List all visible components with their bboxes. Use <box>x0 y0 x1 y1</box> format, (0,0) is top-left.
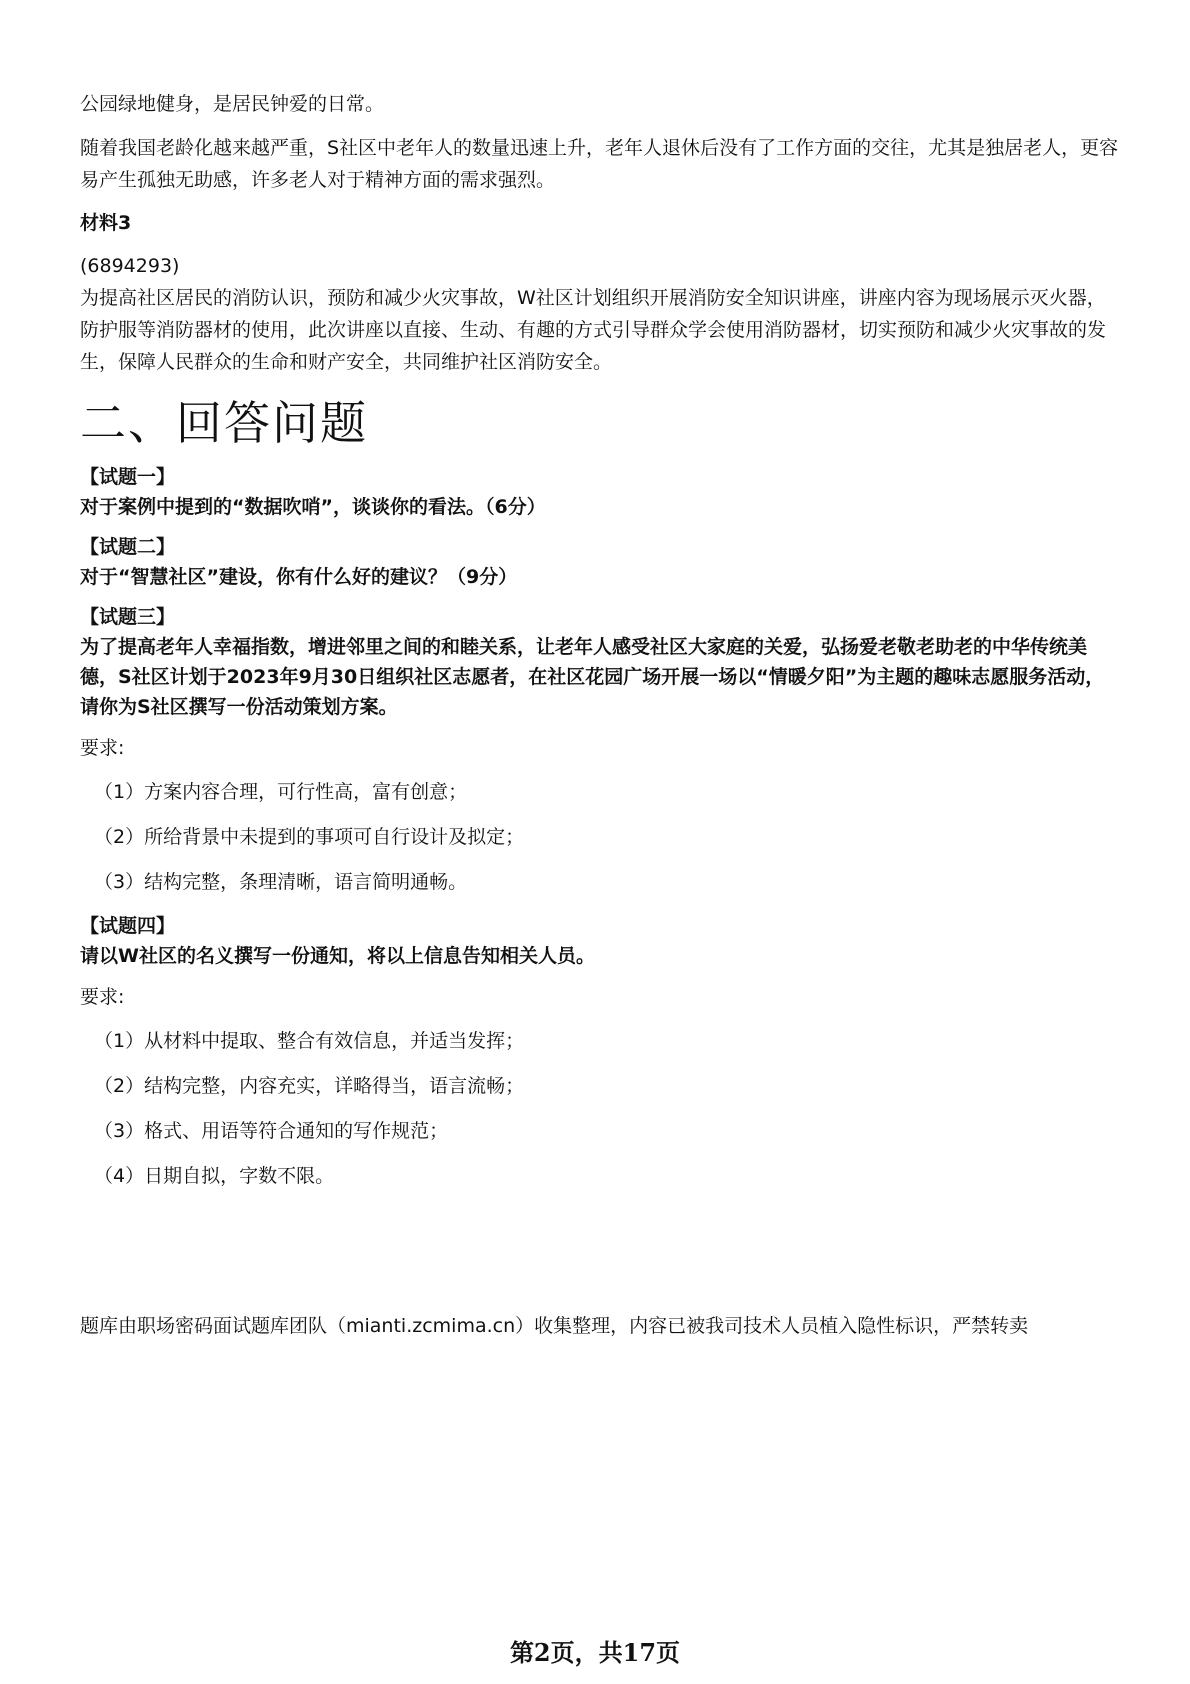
question-3-text: 为了提高老年人幸福指数，增进邻里之间的和睦关系，让老年人感受社区大家庭的关爱，弘扬爱老敬老助老的中华传统美德，S社区计划于2023年9月30日组织社区志愿者，在社区花园广场开展一场以“情暖夕阳”为主题的趣味志愿服务活动，请你为S社区撰写一份活动策划方案。 <box>80 636 1105 718</box>
question-3-requirement: （3）结构完整，条理清晰，语言简明通畅。 <box>94 871 468 893</box>
question-3-requirement: （1）方案内容合理，可行性高，富有创意； <box>94 781 468 803</box>
material-3-code: (6894293) <box>80 255 180 277</box>
question-4-requirement: （1）从材料中提取、整合有效信息，并适当发挥； <box>94 1030 525 1052</box>
question-1 <box>80 462 1120 522</box>
material-3-text: 为提高社区居民的消防认识，预防和减少火灾事故，W社区计划组织开展消防安全知识讲座，讲座内容为现场展示灭火器，防护服等消防器材的使用，此次讲座以直接、生动、有趣的方式引导群众学会使用消防器材，切实预防和减少火灾事故的发生，保障人民群众的生命和财产安全，共同维护社区消防安全。 <box>80 287 1107 373</box>
question-4-requirement: （3）格式、用语等符合通知的写作规范； <box>94 1120 449 1142</box>
question-3-tag: 【试题三】 <box>80 606 176 628</box>
intro-paragraph: 随着我国老龄化越来越严重，S社区中老年人的数量迅速上升，老年人退休后没有了工作方面的交往，尤其是独居老人，更容易产生孤独无助感，许多老人对于精神方面的需求强烈。 <box>80 137 1119 191</box>
question-4 <box>80 911 1120 1192</box>
question-3-requirement: （2）所给背景中未提到的事项可自行设计及拟定； <box>94 826 525 848</box>
question-2-tag: 【试题二】 <box>80 536 176 558</box>
document-body <box>80 88 1120 1205</box>
question-4-text: 请以W社区的名义撰写一份通知，将以上信息告知相关人员。 <box>80 945 595 967</box>
question-3-requirements-label: 要求: <box>80 737 125 759</box>
material-3-title: 材料3 <box>80 212 132 234</box>
question-4-requirement: （2）结构完整，内容充实，详略得当，语言流畅； <box>94 1075 525 1097</box>
question-1-tag: 【试题一】 <box>80 466 176 488</box>
question-4-requirement: （4）日期自拟，字数不限。 <box>94 1165 335 1187</box>
copyright-note: 题库由职场密码面试题库团队（mianti.zcmima.cn）收集整理，内容已被我司技术人员植入隐性标识，严禁转卖 <box>80 1315 1029 1337</box>
question-1-text: 对于案例中提到的“数据吹哨”，谈谈你的看法。（6分） <box>80 496 546 518</box>
question-4-tag: 【试题四】 <box>80 915 176 937</box>
page-number: 第2页，共17页 <box>509 1638 681 1667</box>
section-title: 二、回答问题 <box>80 396 368 450</box>
question-2-text: 对于“智慧社区”建设，你有什么好的建议？（9分） <box>80 566 518 588</box>
question-4-requirements-label: 要求: <box>80 986 125 1008</box>
question-3 <box>80 602 1120 898</box>
intro-line: 公园绿地健身，是居民钟爱的日常。 <box>80 93 385 115</box>
question-2 <box>80 532 1120 592</box>
